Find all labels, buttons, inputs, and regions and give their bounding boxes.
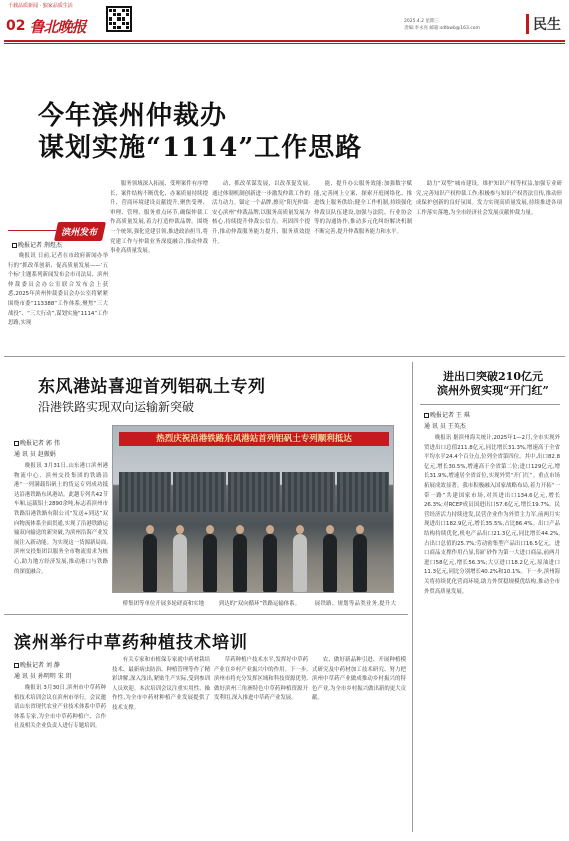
article2-column-1: 晚报讯 3月31日,山东港口滨州港物流中心、滨州交投集团的铁路沿港“一列满载铝矾土的货运专列成功抵达沿港铁路东风港站。此趟专列共42节车厢,运载铝土2890余吨,标志着滨州市铁路沿港铁路有限公司“发送+到达”双向物流体系全面贯通,实现了沿港铁路运输双向输送的新突破,为滨州沿海产业发展注入新动能。为实现这一货源新局面,滨州交投集团以服务全市物流需求为核心,助力地方经济发展,推动港口与铁路的深度融合。 xyxy=(14,463,108,575)
article1-badge: 滨州发布 xyxy=(54,222,106,241)
badge-line xyxy=(8,230,56,231)
article2-headline: 东风港站喜迎首列铝矾土专列 xyxy=(38,377,266,397)
sidebar-divider xyxy=(412,362,413,832)
article1-column-3: 动、抓改革谋发展、以改革促发展,通过体制机制创新进一步激发仲裁工作的活力动力。锚定一个品牌,擦亮“阳光仲裁·安心滨州”仲裁品牌,以服务高质量发展为核心,持续提升仲裁公信力。巩固四个提升,推动仲裁服务能力提升、服务质效提升。 xyxy=(212,181,310,245)
article2-column-2: 桥集团等单位开展多轮磋商和实地 xyxy=(122,601,204,607)
article1-column-2: 服务领域深入拓展、受理案件有序增长、案件结构不断优化、办案质量持续提升、营商环境建设贡献提升,聚焦受理、审理、管理、服务重点环节,确保仲裁工作高质量发展,着力打造仲裁品牌。围绕一个统领,强化党建引领,推进政治担当,将党建工作与仲裁业务深度融合,推动仲裁事业高质量发展。 xyxy=(110,181,208,255)
sidebar-rule xyxy=(420,404,560,405)
article2-column-4: 展铁路、规划等品类业务,提升大 xyxy=(314,601,396,607)
section-divider xyxy=(4,356,565,357)
qr-code-icon xyxy=(106,6,132,32)
photo-train-cars xyxy=(119,472,389,512)
article3-column-3: 草药种植户技术水平,发挥好中草药产业在乡村产业振兴中的作用。下一步,滨州市将充分发挥区域和科技资源优势,做好滨州三角洲特色中草药种植资源开发利用,深入推进中草药产业发展。 xyxy=(214,657,308,702)
article1-headline: 今年滨州仲裁办 谋划实施“1114”工作思路 xyxy=(38,101,363,163)
sidebar-body: 晚报讯 据滨州海关统计,2025年1—2月,全市实现外贸进出口总值211.8亿元,同比增长31.3%,增速高于全省平均水平24.4个百分点,位列全省第四位。其中,出口82.8亿元,增长30.5%,增速高于全省第二位;进口129亿元,增长31.9%,增速居全省首位,实现外贸“开门红”。重点市场拓展成效显著。我市积极融入国家战略布局,着力开拓“一带一路”共建国家市场,对其进出口134.6亿元,增长26.3%;对RCEP成员国进出口57.6亿元,增长19.7%。民营经济活力持续迸发,民营企业作为外贸主力军,前两月实现进出口182.9亿元,增长35.5%,占比86.4%。出口产品结构持续优化,机电产品出口21.3亿元,同比增长44.2%,占出口总值的25.7%;劳动密集型产品出口16.5亿元。进口商品支撑作用凸显,铝矿砂作为第一大进口商品,前两月进口58亿元,增长56.3%;大豆进口18.2亿元,原油进口11.3亿元,同比分别增长40.2%和10.1%。下一步,滨州海关将持续优化营商环境,助力外贸稳规模优结构,推动全市外贸高质量发展。 xyxy=(424,435,560,595)
editor-line: 责编:李永亮 邮箱:sdlbwb@163.com xyxy=(404,26,480,31)
section-label: 民生 xyxy=(526,14,561,34)
photo-people xyxy=(135,526,375,592)
section-divider-lower xyxy=(4,614,408,615)
article3-headline: 滨州举行中草药种植技术培训 xyxy=(14,633,248,653)
article1-byline: 晚报记者 荆煜杰 xyxy=(12,240,62,249)
article3-byline: 晚报记者 刘 静 通 讯 员 孙明明 宋 玥 xyxy=(14,662,72,680)
masthead-info xyxy=(404,18,480,32)
masthead-slogan: 千载品质新闻 · 独家品质生活 xyxy=(8,3,73,9)
article3-column-2: 有关专家和市植保专家就中药材栽培技术、最新病虫防治、种植管理等作了精彩讲解,深入浅出,紧贴生产实际,受到参训人员欢迎。本次培训会议注重实用性、操作性,为全市中药材种植产业发展提供了技术支撑。 xyxy=(112,657,210,711)
sidebar-byline: 晚报记者 王 琪 通 讯 员 王英杰 xyxy=(424,412,470,430)
photo-banner: 热烈庆祝沿港铁路东风港站首列铝矾土专列顺利抵达 xyxy=(119,432,389,446)
masthead-logo xyxy=(6,12,114,40)
article1-column-5: 助力“双型”城市建设。维护知识产权等权益,加强专业研究,完善知识产权仲裁工作;积极参与知识产权普法宣传,推动形成保护创新的良好氛围。发力实现高质量发展,持续推进各项工作落实落地,为全市经济社会发展贡献仲裁力量。 xyxy=(416,181,562,216)
masthead-rule-thin xyxy=(4,43,565,44)
article2-subhead: 沿港铁路实现双向运输新突破 xyxy=(38,400,195,414)
article3-column-1: 晚报讯 3月30日,滨州市中草药种植技术培训会议在滨州市举行。会议邀请山东省现代农业产业技术体系中草药体系专家,为全市中草药种植户、合作社及相关企业负责人进行专题培训。 xyxy=(14,685,106,730)
article1-column-1: 晚报讯 日前,记者在市政府新闻办举行的“抓改革创新、促高质量发展——‘五个标’主题系列新闻发布会市司法局、滨州仲裁委员会办公室联合发布会上获悉,2025年滨州仲裁委员会办公室将紧紧围绕市委“113388”工作体系,聚焦“三大战役”、“三大行动”,谋划实施“1114”工作思路,实现 xyxy=(8,253,108,327)
article3-column-4: 农、做好新品种引进、开展种植模式研究及中药材加工技术研究、努力把滨州中草药产业做成推动乡村振兴的特色产业,为全市乡村振兴做出新的更大贡献。 xyxy=(312,657,406,702)
news-photo xyxy=(112,425,394,593)
article1-column-4: 能、提升办公服务效能:加强数字赋能,完善网上立案、探索开庭网络化、推进线上服务供给;健全工作机制,持续强化仲裁员队伍建设,加强与法院、行业协会等的沟通协作,推动多元化纠纷解决机制不断完善,提升仲裁服务能力和水平。 xyxy=(314,181,412,235)
article2-column-3: 到达的“双向循环”铁路运输体系。 xyxy=(218,601,300,607)
page-number: 02 xyxy=(6,18,26,34)
date-line: 2025.4.2 星期三 xyxy=(404,19,439,24)
paper-name: 鲁北晚报 xyxy=(29,17,86,36)
masthead-rule xyxy=(4,40,565,42)
article2-byline: 晚报记者 郭 伟 通 讯 员 赵振娟 xyxy=(14,440,60,458)
sidebar-headline: 进出口突破210亿元 滨州外贸实现“开门红” xyxy=(437,370,549,397)
